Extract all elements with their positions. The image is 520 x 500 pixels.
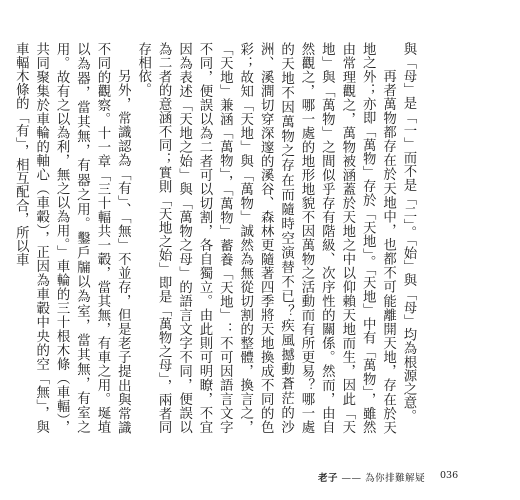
- page-number: 036: [440, 470, 459, 481]
- body-text: [13, 42, 418, 434]
- book-subtitle: 為你排難解疑: [365, 473, 426, 484]
- paragraph-1: 與「母」是「一」而不是「二」。「始」與「母」均為根源之意。: [401, 42, 416, 423]
- book-title: 老子: [318, 473, 339, 484]
- running-head: [318, 470, 438, 484]
- paragraph-3: 另外，常識認為「有」、「無」不並存，但是老子提出與常識不同的觀察。十一章「三十輻共一轂，當其無，有車之用。埏埴以為器，當其無，有器之用。鑿戶牖以為室，當其無，有室之用。故有之以為利，無之以為用。」車輪的三十根木條（車輻），共同聚集於車輪的軸心（車轂），正因為車轂中央的空「無」，與車輻木條的「有」，相互配合，所以車: [13, 42, 131, 434]
- title-separator: ——: [341, 473, 362, 484]
- paragraph-2: 再者萬物都存在於天地中，也都不可能離開天地，存在於天地之外；亦即「萬物」存於「天地」。「天地」中有「萬物」，雖然由常理觀之，萬物被涵蓋於天地之中以仰賴天地而生，因此「天地」與「萬物」之間似乎存有階級、次序性的關係。然而，由自然觀之，哪一處的地形地貌不因萬物之活動而有所更易？哪一處的天地不因萬物之存在而隨時空演替不已？疾風撼動蒼茫的沙洲、溪澗切穿深邃的溪谷、森林更隨著四季將天地換成不同的色彩；故知「天地」與「萬物」誠然為無從切割的整體，換言之，「天地」兼涵「萬物」，「萬物」蓄養「天地」：不可因語言文字不同，便誤以為二者可以切割，各自獨立。由此則可明瞭，不宜因為表述「天地之始」與「萬物之母」的語言文字不同，便誤以為二者的意涵不同；實則「天地之始」即是「萬物之母」，兩者同存相依。: [135, 42, 396, 434]
